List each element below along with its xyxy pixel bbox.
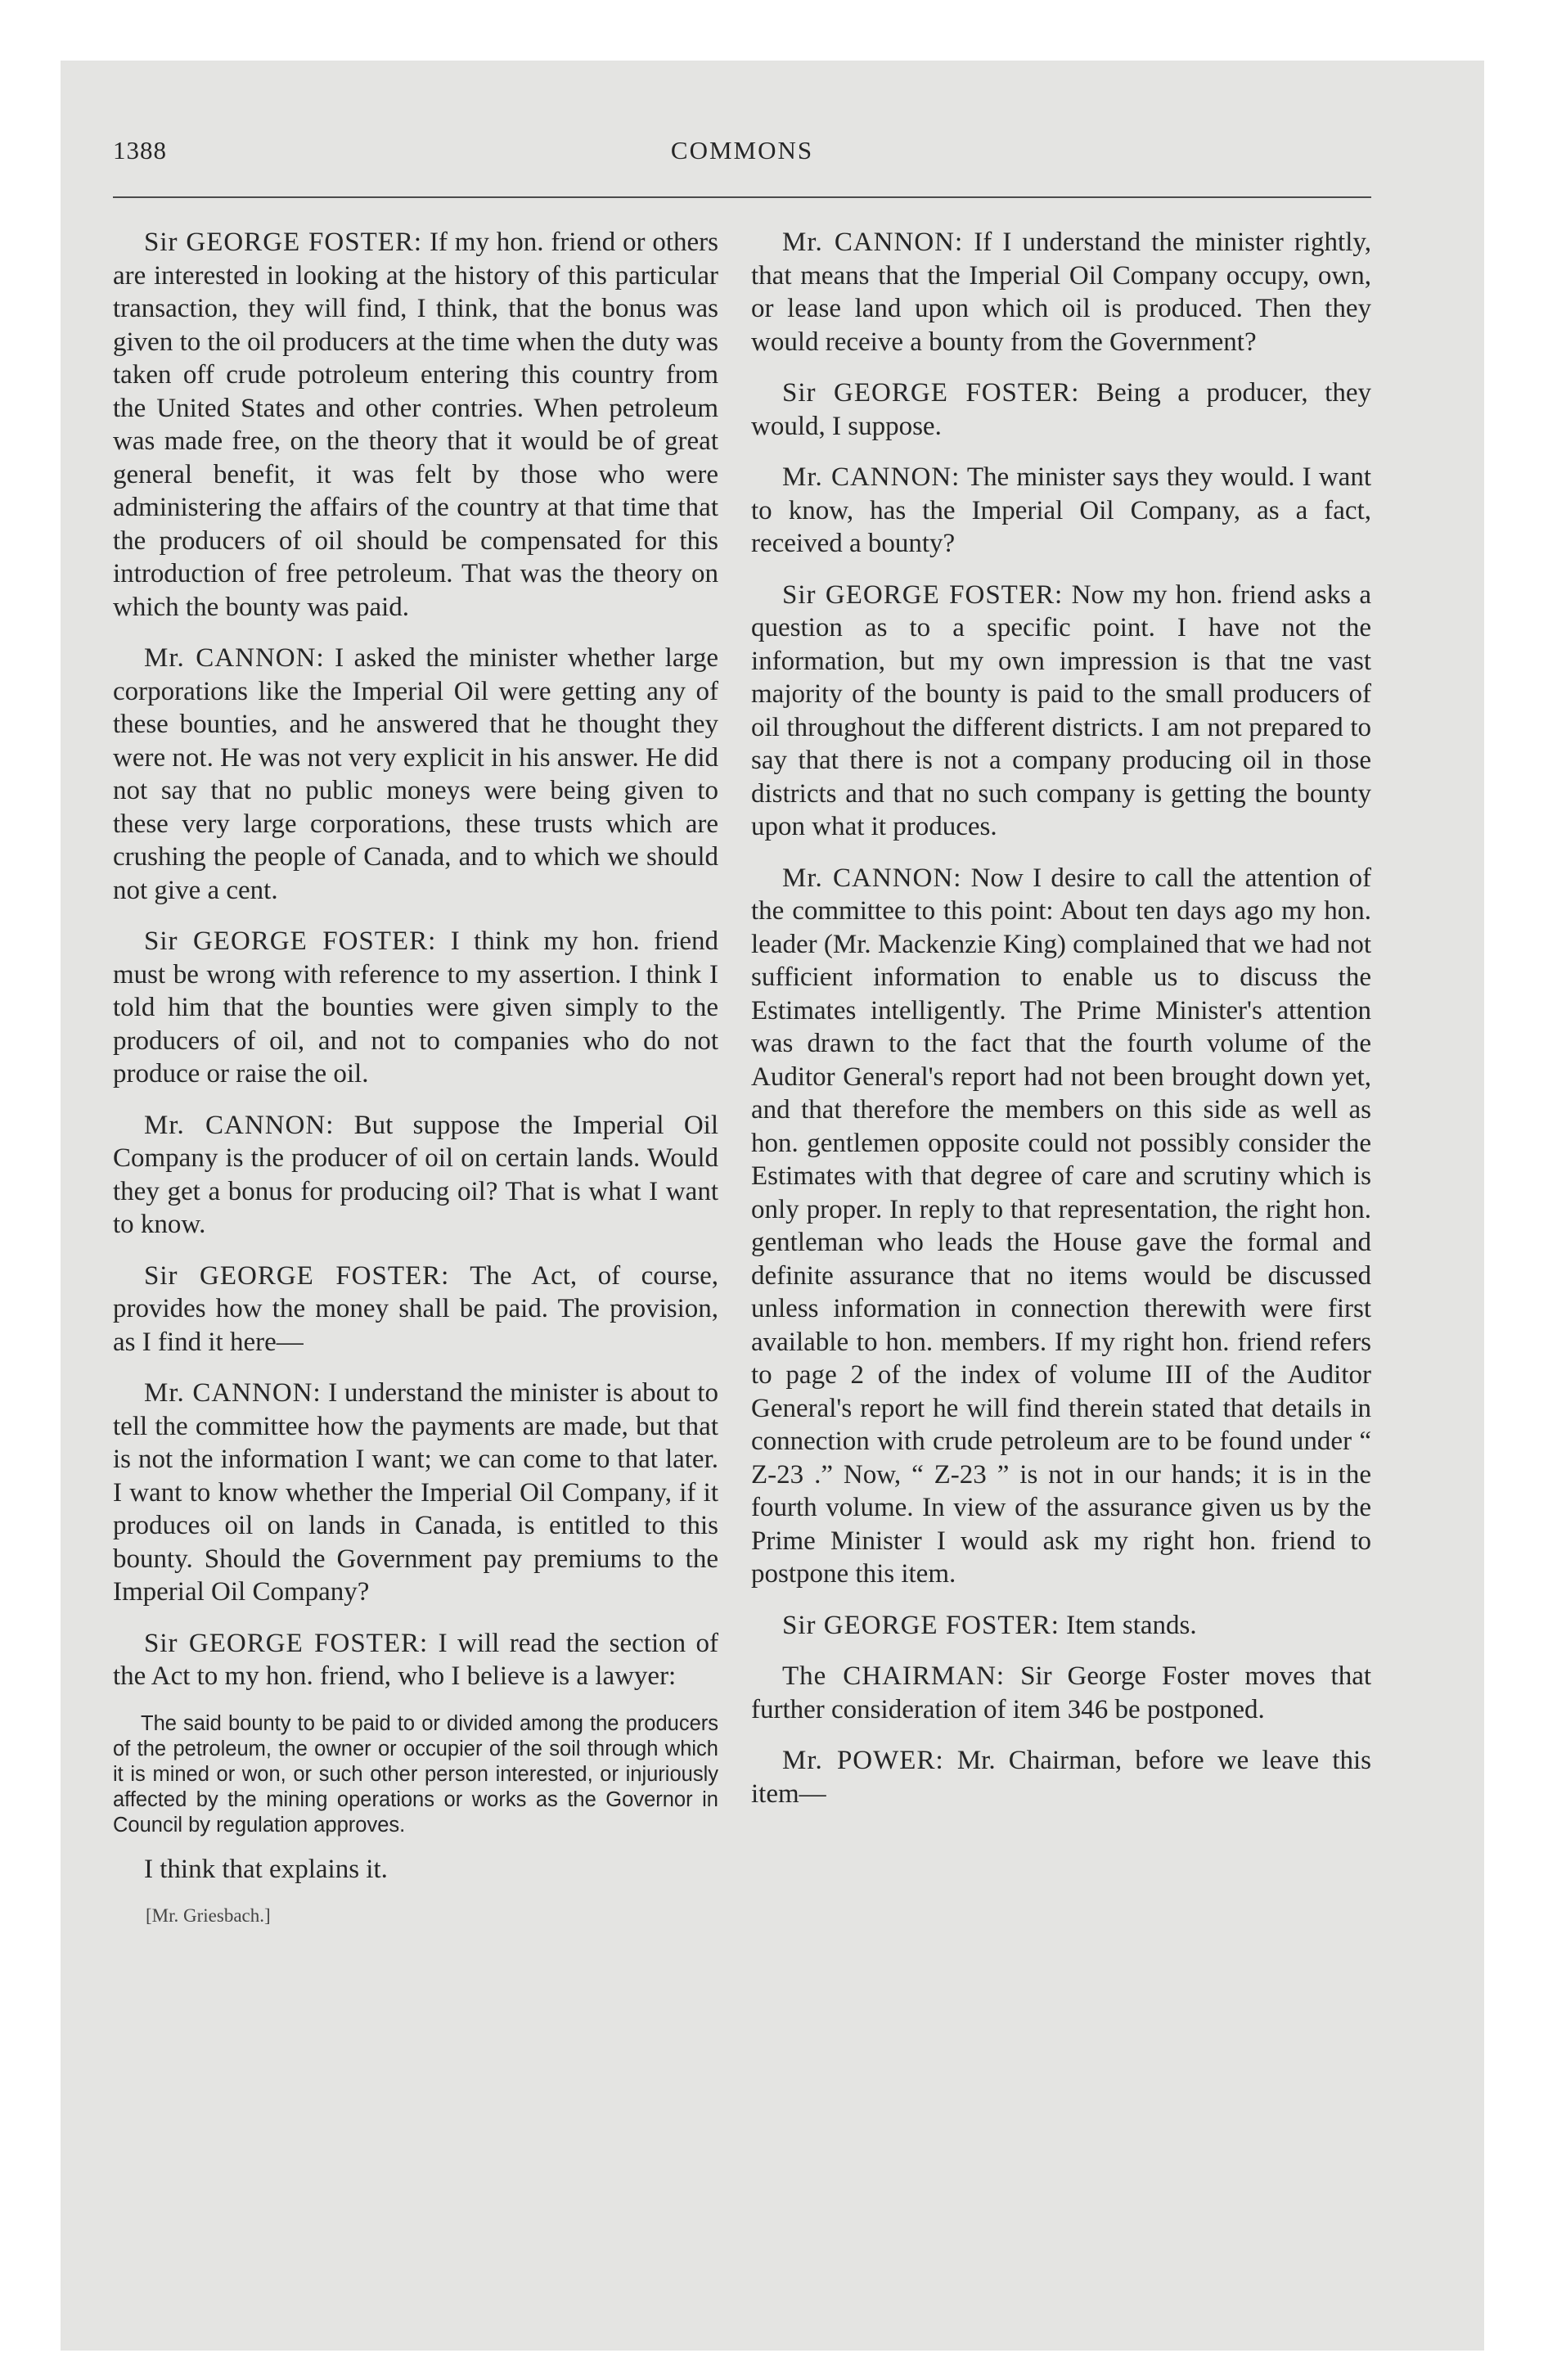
running-header — [113, 136, 1371, 187]
speech-text: If my hon. friend or others are interested in looking at the history of this particular transaction, they will find, I think, that the bonus was given to the oil producers at the time when the duty was taken off crude potroleum entering this country from the United States and other contries. When petroleum was made free, on the theory that it would be of great general benefit, it was felt by those who were administering the affairs of the country at that time that the producers of oil should be compensated for this introduction of free petroleum. That was the theory on which the bounty was paid. — [113, 228, 719, 622]
speech-paragraph — [113, 642, 718, 907]
header-rule — [113, 196, 1371, 198]
speech-text: Being a producer, they would, I suppose. — [751, 378, 1371, 441]
speaker-name: Sir GEORGE FOSTER: — [782, 1610, 1060, 1640]
speaker-name: Sir GEORGE FOSTER: — [782, 579, 1064, 610]
speech-text: Now I desire to call the attention of the committee to this point: About ten days ago my hon. leader (Mr. Mackenzie King) complained that we had not sufficient information to enable us to discuss the Estimates intelligently. The Prime Minister's attention was drawn to the fact that the fourth volume of the Auditor General's report had not been brought down yet, and that therefore the members on this side as well as hon. gentlemen opposite could not possibly consider the Estimates with that degree of care and scrutiny which is only proper. In reply to that representation, the right hon. gentleman who leads the House gave the formal and definite assurance that no items would be discussed unless information in connection therewith were first available to hon. members. If my right hon. friend refers to page 2 of the index of volume III of the Auditor General's report he will find therein stated that details in connection with crude petroleum are to be found under “ Z-23 .” Now, “ Z-23 ” is not in our hands; it is in the fourth volume. In view of the assurance given us by the Prime Minister I would ask my right hon. friend to postpone this item. — [751, 863, 1371, 1589]
left-column — [113, 226, 718, 1946]
right-column — [751, 226, 1371, 1828]
speaker-name: Mr. CANNON: — [782, 228, 964, 257]
speech-paragraph — [751, 226, 1371, 358]
speech-text: I understand the minister is about to tell the committee how the payments are made, but that is not the information I want; we can come to that later. I want to know whether the Imperial Oil Company, if it produces oil on lands in Canada, is entitled to this bounty. Should the Government pay premiums to the Imperial Oil Company? — [113, 1378, 719, 1607]
speech-paragraph — [751, 376, 1371, 443]
speech-text: Now my hon. friend asks a question as to a specific point. I have not the information, but my own impression is that tne vast majority of the bounty is paid to the small producers of oil throughout the different districts. I am not prepared to say that there is not a company producing oil in those districts and that no such company is getting the bounty upon what it produces. — [751, 579, 1372, 841]
speech-paragraph — [751, 579, 1371, 844]
speech-paragraph — [751, 862, 1371, 1591]
speaker-name: Mr. CANNON: — [782, 462, 961, 492]
speech-paragraph — [751, 1609, 1371, 1643]
speech-paragraph — [113, 1627, 718, 1693]
speech-paragraph — [751, 1744, 1371, 1810]
speaker-name: The CHAIRMAN: — [782, 1661, 1006, 1691]
speech-text: The Act, of course, provides how the money shall be paid. The provision, as I find it here— — [113, 1260, 718, 1357]
speaker-name: Sir GEORGE FOSTER: — [144, 1260, 450, 1291]
speech-paragraph — [113, 1260, 718, 1359]
speaker-name: Mr. CANNON: — [144, 1110, 335, 1140]
closing-line: I think that explains it. — [144, 1854, 388, 1884]
speech-text: I think my hon. friend must be wrong with reference to my assertion. I think I told him that the bounties were given simply to the producers of oil, and not to companies who do not produce or raise the oil. — [113, 926, 719, 1089]
speech-text: If I understand the minister rightly, that means that the Imperial Oil Company occupy, own, or lease land upon which oil is produced. Then they would receive a bounty from the Government? — [751, 228, 1371, 357]
speech-paragraph — [113, 1109, 718, 1242]
speech-text: But suppose the Imperial Oil Company is the producer of oil on certain lands. Would they get a bonus for producing oil? That is what I want to know. — [113, 1110, 719, 1239]
speaker-name: Sir GEORGE FOSTER: — [144, 228, 423, 257]
speech-text: I asked the minister whether large corporations like the Imperial Oil were getting any of these bounties, and he answered that he thought they were not. He was not very explicit in his answer. He did not say that no public moneys were being given to these very large corporations, these trusts which are crushing the people of Canada, and to which we should not give a cent. — [113, 643, 718, 905]
page-title: COMMONS — [670, 136, 814, 165]
speech-text: Sir George Foster moves that further consideration of item 346 be postponed. — [751, 1661, 1372, 1724]
speaker-name: Sir GEORGE FOSTER: — [144, 1628, 429, 1658]
speech-text: I will read the section of the Act to my hon. friend, who I believe is a lawyer: — [113, 1628, 719, 1691]
speech-paragraph — [113, 925, 718, 1091]
speech-text: Item stands. — [1066, 1610, 1197, 1640]
speech-paragraph — [751, 1660, 1371, 1726]
hansard-page — [113, 136, 1371, 2305]
speech-paragraph — [113, 1377, 718, 1609]
speech-paragraph — [751, 461, 1371, 561]
speech-text: The minister says they would. I want to know, has the Imperial Oil Company, as a fact, received a bounty? — [751, 462, 1371, 558]
speaker-name: Mr. CANNON: — [782, 863, 962, 893]
speaker-name: Sir GEORGE FOSTER: — [144, 926, 437, 956]
statute-quote: The said bounty to be paid to or divided among the producers of the petroleum, the owner or occupier of the soil through which it is mined or won, or such other person interested, or injuriously affected by the mining operations or works as the Governor in Council by regulation approves. — [113, 1711, 718, 1837]
speaker-name: Sir GEORGE FOSTER: — [782, 378, 1080, 408]
speech-paragraph — [113, 226, 718, 624]
speaker-name: Mr. CANNON: — [144, 643, 325, 673]
speaker-name: Mr. POWER: — [782, 1746, 944, 1775]
speaker-name: Mr. CANNON: — [144, 1378, 322, 1408]
footer-note: [Mr. Griesbach.] — [146, 1905, 271, 1926]
speech-text: Mr. Chairman, before we leave this item— — [751, 1746, 1372, 1809]
page-number: 1388 — [113, 136, 167, 165]
